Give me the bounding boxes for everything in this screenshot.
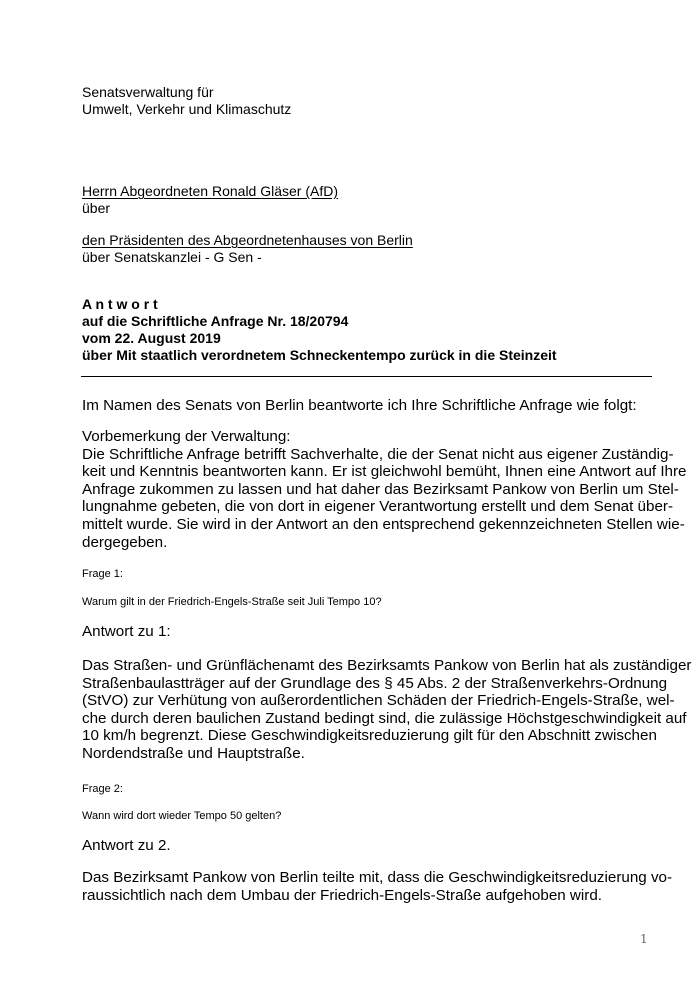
heading-inquiry-number: auf die Schriftliche Anfrage Nr. 18/20794 [82,313,349,329]
question-2-label: Frage 2: [82,783,123,795]
preliminary-line: lungnahme gebeten, die von dort in eigener Verantwortung erstellt und dem Senat über- [82,498,674,516]
question-1-text: Warum gilt in der Friedrich-Engels-Straße seit Juli Tempo 10? [82,596,382,608]
recipient-president: den Präsidenten des Abgeordnetenhauses von Berlin [82,232,413,248]
heading-date: vom 22. August 2019 [82,330,221,346]
intro-text: Im Namen des Senats von Berlin beantworte ich Ihre Schriftliche Anfrage wie folgt: [82,397,637,414]
answer-2-line: Das Bezirksamt Pankow von Berlin teilte mit, dass die Geschwindigkeitsreduzierung vo- [82,869,673,886]
sender-line-1: Senatsverwaltung für [82,84,214,100]
answer-2-label: Antwort zu 2. [82,837,171,854]
question-2-text: Wann wird dort wieder Tempo 50 gelten? [82,810,282,822]
preliminary-line: mittelt wurde. Sie wird in der Antwort an den entsprechend gekennzeichneten Stellen wie- [82,516,685,533]
recipient-via-2: über Senatskanzlei - G Sen - [82,249,262,265]
recipient-via-1: über [82,200,111,216]
answer-1-label: Antwort zu 1: [82,623,171,640]
answer-1-line: (StVO) zur Verhütung von außerordentlichen Schäden der Friedrich-Engels-Straße, wel- [82,692,675,710]
heading-antwort: A n t w o r t [82,296,158,312]
answer-1-line: Das Straßen- und Grünflächenamt des Bezirksamts Pankow von Berlin hat als zuständiger [82,657,692,674]
answer-2-line: raussichtlich nach dem Umbau der Friedrich-Engels-Straße aufgehoben wird. [82,886,602,904]
preliminary-title: Vorbemerkung der Verwaltung: [82,428,291,445]
answer-1-line: Straßenbaulastträger auf der Grundlage des § 45 Abs. 2 der Straßenverkehrs-Ordnung [82,674,668,692]
preliminary-line: dergegeben. [82,533,168,551]
preliminary-line: Die Schriftliche Anfrage betrifft Sachverhalte, die der Senat nicht aus eigener Zuständig- [82,445,674,463]
page-number: 1 [640,932,648,946]
separator-rule [81,376,652,377]
answer-1-line: 10 km/h begrenzt. Diese Geschwindigkeitsreduzierung gilt für den Abschnitt zwischen [82,727,657,745]
preliminary-line: keit und Kenntnis beantworten kann. Er ist gleichwohl bemüht, Ihnen eine Antwort auf Ihre [82,463,687,481]
preliminary-line: Anfrage zukommen zu lassen und hat daher das Bezirksamt Pankow von Berlin um Stel- [82,480,679,498]
heading-subject: über Mit staatlich verordnetem Schneckentempo zurück in die Steinzeit [82,347,557,363]
answer-1-line: che durch deren baulichen Zustand bedingt sind, die zulässige Höchstgeschwindigkeit auf [82,709,687,727]
sender-line-2: Umwelt, Verkehr und Klimaschutz [82,101,292,117]
question-1-label: Frage 1: [82,568,123,580]
recipient-addressee: Herrn Abgeordneten Ronald Gläser (AfD) [82,183,339,199]
answer-1-line: Nordendstraße und Hauptstraße. [82,745,305,762]
